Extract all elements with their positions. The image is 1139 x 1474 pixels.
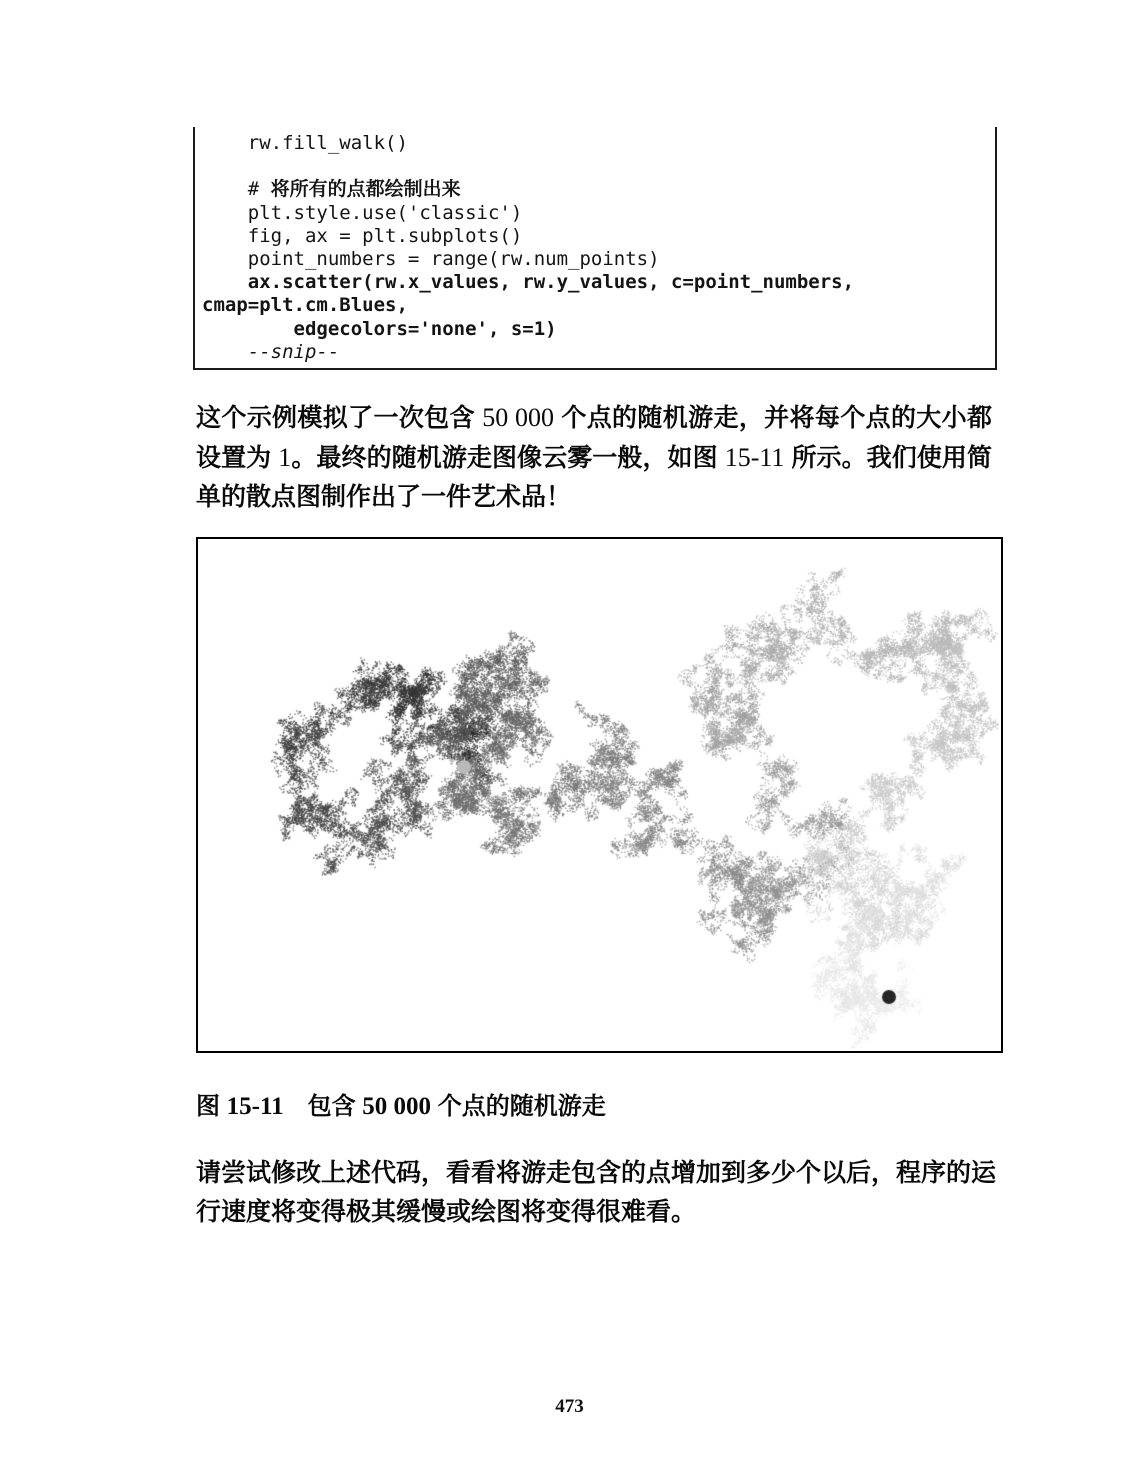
paragraph-exercise xyxy=(196,1154,996,1232)
code-line xyxy=(202,202,995,225)
text-segment: 50 000 xyxy=(362,1093,432,1120)
code-listing-box xyxy=(193,127,997,370)
code-segment: rw.fill_walk() xyxy=(202,132,408,154)
paragraph-intro xyxy=(196,398,992,517)
page-number: 473 xyxy=(555,1396,584,1417)
code-segment: fig, ax = plt.subplots() xyxy=(202,224,523,247)
code-line xyxy=(202,178,995,201)
text-segment: 1 xyxy=(278,443,292,472)
code-listing xyxy=(202,132,995,364)
code-line xyxy=(202,225,995,248)
figure-caption xyxy=(196,1091,996,1123)
code-segment: # xyxy=(202,178,271,201)
text-segment: 图 xyxy=(196,1093,227,1120)
code-line xyxy=(202,341,995,364)
text-segment: 这个示例模拟了一次包含 xyxy=(196,404,483,432)
code-line xyxy=(202,248,995,271)
figure-15-11-frame xyxy=(196,537,1003,1053)
code-segment: cmap=plt.cm.Blues, xyxy=(202,294,408,317)
code-line xyxy=(202,294,995,317)
code-segment: edgecolors='none', s=1) xyxy=(202,317,557,340)
code-segment: point_numbers = range(rw.num_points) xyxy=(202,248,660,271)
code-line xyxy=(202,155,995,178)
text-segment: 个点的随机游走 xyxy=(431,1093,606,1120)
text-segment: 15-11 xyxy=(724,443,785,472)
text-segment: 。最终的随机游走图像云雾一般，如图 xyxy=(291,444,725,472)
code-segment: 将所有的点都绘制出来 xyxy=(270,178,461,201)
code-line xyxy=(202,318,995,341)
code-segment: plt.style.use('classic') xyxy=(202,201,523,224)
code-line xyxy=(202,271,995,294)
code-line xyxy=(202,132,995,155)
text-segment: 包含 xyxy=(283,1093,363,1120)
code-segment: --snip-- xyxy=(202,340,340,363)
code-segment: ax.scatter(rw.x_values, rw.y_values, c=point_numbers, xyxy=(202,271,855,294)
text-segment: 所示。我们使用简单的散点图制作出了一件艺术品！ xyxy=(196,444,992,511)
text-segment: 请尝试修改上述代码，看看将游走包含的点增加到多少个以后，程序的运行速度将变得极其缓慢或绘图将变得很难看。 xyxy=(196,1159,997,1226)
text-segment: 50 000 xyxy=(482,403,555,432)
random-walk-scatter-canvas xyxy=(198,539,1001,1051)
text-segment: 15-11 xyxy=(226,1093,284,1120)
text-segment: 个点的随机游走，并将每个点的大小都设置为 xyxy=(196,404,992,472)
